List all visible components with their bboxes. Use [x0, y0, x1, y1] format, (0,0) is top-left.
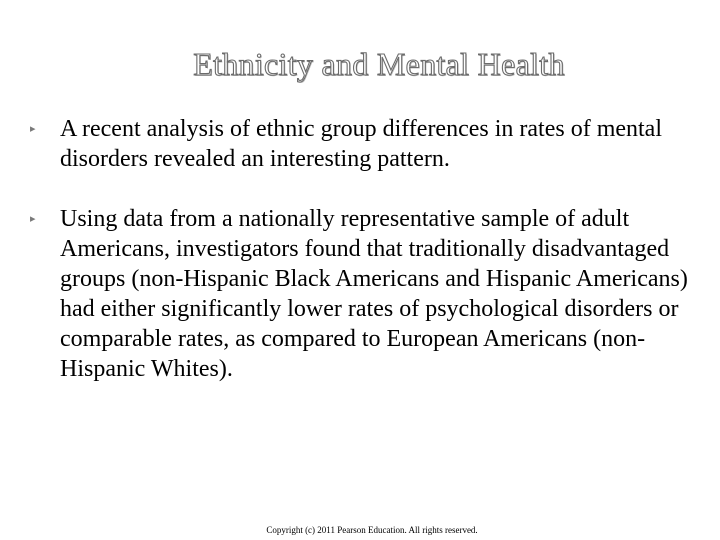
bullet-list: [30, 114, 700, 414]
bullet-arrow-icon: ▸: [30, 123, 36, 135]
bullet-arrow-icon: ▸: [30, 213, 36, 225]
bullet-item: [30, 204, 700, 384]
slide-title: Ethnicity and Mental Health: [193, 46, 565, 82]
bullet-text: Using data from a nationally representative sample of adult Americans, investigators found that traditionally disadvantaged groups (non-Hispanic Black Americans and Hispanic Americans) had either significantly lower rates of psychological disorders or comparable rates, as compared to European Americans (non-Hispanic Whites).: [60, 206, 688, 382]
bullet-text: A recent analysis of ethnic group differences in rates of mental disorders revealed an interesting pattern.: [60, 116, 663, 172]
copyright-footer: Copyright (c) 2011 Pearson Education. All rights reserved.: [266, 525, 478, 535]
bullet-item: [30, 114, 700, 174]
